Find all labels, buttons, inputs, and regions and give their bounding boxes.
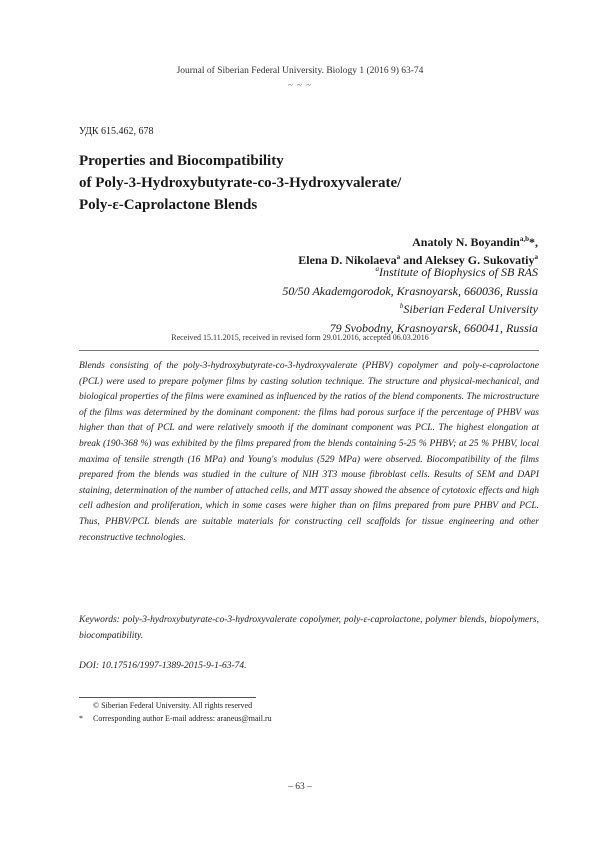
page-number: – 63 – <box>288 782 312 792</box>
received-dates: Received 15.11.2015, received in revised form 29.01.2016, accepted 06.03.2016 <box>171 333 429 342</box>
header-ornament: ~ ~ ~ <box>287 80 313 90</box>
author-name-3: and Aleksey G. Sukovatiy <box>400 253 535 267</box>
corresponding-mark: *, <box>529 235 538 249</box>
udk-code: УДК 615.462, 678 <box>79 126 154 137</box>
author-1-affil-mark: a,b <box>519 235 529 243</box>
footnote-mark: * <box>79 713 83 723</box>
affiliation-b-line-1: $^b$Siberian Federal University <box>399 302 538 316</box>
affiliation-b-mark: b <box>399 302 404 310</box>
author-name-1: Anatoly N. Boyandin <box>412 235 520 249</box>
author-name-2: Elena D. Nikolaeva <box>298 253 397 267</box>
affiliation-b-line-2: 79 Svobodny, Krasnoyarsk, 660041, Russia <box>329 320 538 335</box>
keywords-text: Keywords: poly-3-hydroxybutyrate-co-3-hydroxyvalerate copolymer, poly-ε-caprolactone, polymer blends, biopolymers, biocompatibility. <box>79 615 539 641</box>
copyright-note: © Siberian Federal University. All rights reserved <box>93 701 253 710</box>
affiliation-a-line-1: $^a$Institute of Biophysics of SB RAS <box>375 265 538 279</box>
title-line-3: Poly-ε-Caprolactone Blends <box>79 197 258 213</box>
author-3-affil-mark: a <box>534 253 538 261</box>
journal-header: Journal of Siberian Federal University. Biology 1 (2016 9) 63-74 <box>176 66 424 76</box>
corresponding-author-note: * Corresponding author E-mail address: araneus@mail.ru <box>79 713 272 726</box>
article-title <box>79 150 539 216</box>
footnote-divider <box>79 697 256 698</box>
affiliation-a-mark: a <box>375 265 380 273</box>
title-line-1: Properties and Biocompatibility <box>79 153 284 169</box>
author-2-affil-mark: a <box>396 253 401 261</box>
doi-text: DOI: 10.17516/1997-1389-2015-9-1-63-74. <box>79 661 247 671</box>
title-line-2: of Poly-3-Hydroxybutyrate-co-3-Hydroxyvalerate/ <box>79 175 402 191</box>
footnotes-block <box>79 700 272 725</box>
author-line-1 <box>298 233 538 251</box>
abstract-text: Blends consisting of the poly-3-hydroxybutyrate-co-3-hydroxyvalerate (PHBV) copolymer and poly-ε-caprolactone (PCL) were used to prepare polymer films by casting solution technique. The structure and physical-mechanical, and biological properties of the films were examined as influenced by the ratios of the blend components. The microstructure of the films was determined by the dominant component: the films had porous surface if the percentage of PHBV was higher than that of PCL and were relatively smooth if the dominant component was PCL. The highest elongation at break (190-368 %) was exhibited by the films prepared from the blends containing 5-25 % PHBV; at 25 % PHBV, local maxima of tensile strength (16 MPa) and Young's modulus (529 MPa) were observed. Biocompatibility of the films prepared from the blends was studied in the culture of NIH 3T3 mouse fibroblast cells. Results of SEM and DAPI staining, determination of the number of attached cells, and MTT assay showed the absence of cytotoxic effects and high cell adhesion and proliferation, which in some cases were higher than on films prepared from pure PHBV and PCL. Thus, PHBV/PCL blends are suitable materials for constructing cell scaffolds for tissue engineering and other reconstructive technologies. <box>79 361 539 543</box>
affiliation-a-line-2: 50/50 Akademgorodok, Krasnoyarsk, 660036, Russia <box>282 283 538 298</box>
abstract-divider <box>79 350 539 351</box>
affiliations-block <box>282 263 538 337</box>
